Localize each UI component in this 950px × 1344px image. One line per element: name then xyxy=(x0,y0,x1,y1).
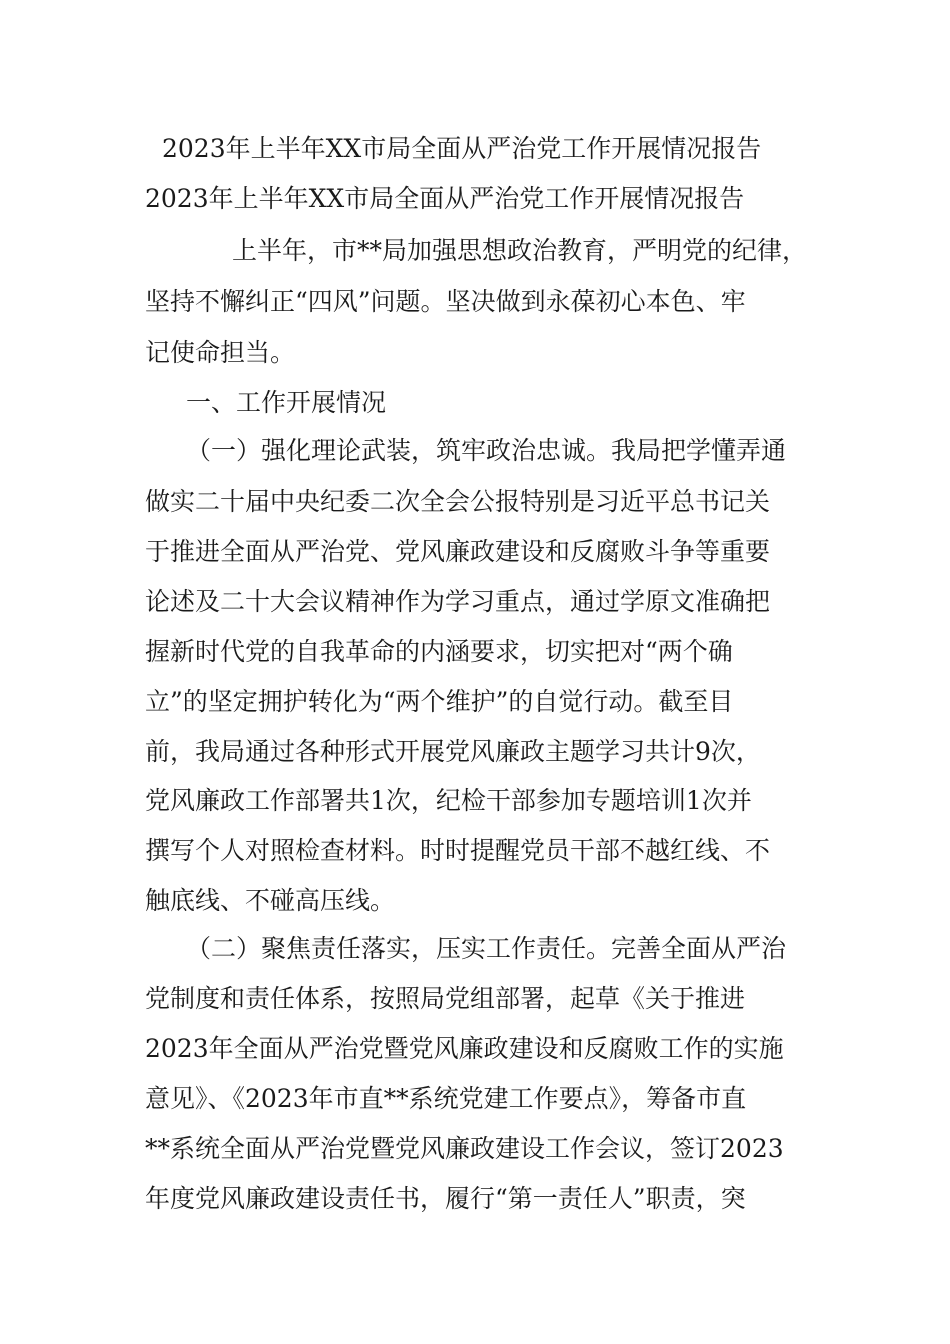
body-line: 握新时代党的自我革命的内涵要求，切实把对“两个确 xyxy=(145,637,733,666)
body-line: （二）聚焦责任落实，压实工作责任。完善全面从严治 xyxy=(186,934,787,963)
body-line: 于推进全面从严治党、党风廉政建设和反腐败斗争等重要 xyxy=(145,537,771,566)
body-line: 上半年，市**局加强思想政治教育，严明党的纪律， xyxy=(232,236,808,265)
body-line: 坚持不懈纠正“四风”问题。坚决做到永葆初心本色、牢 xyxy=(145,287,746,316)
body-line: 意见》、《2023年市直**系统党建工作要点》，筹备市直 xyxy=(145,1084,747,1113)
body-line: **系统全面从严治党暨党风廉政建设工作会议，签订2023 xyxy=(145,1134,784,1163)
body-line: 做实二十届中央纪委二次全会公报特别是习近平总书记关 xyxy=(145,487,771,516)
body-line: 前，我局通过各种形式开展党风廉政主题学习共计9次， xyxy=(145,737,761,766)
section-heading: 一、工作开展情况 xyxy=(186,388,387,417)
body-line: （一）强化理论武装，筑牢政治忠诚。我局把学懂弄通 xyxy=(186,436,787,465)
body-line: 年度党风廉政建设责任书，履行“第一责任人”职责，突 xyxy=(145,1184,746,1213)
body-line: 记使命担当。 xyxy=(145,338,296,367)
body-line: 触底线、不碰高压线。 xyxy=(145,886,396,915)
body-line: 党制度和责任体系，按照局党组部署，起草《关于推进 xyxy=(145,984,746,1013)
body-line: 论述及二十大会议精神作为学习重点，通过学原文准确把 xyxy=(145,587,771,616)
body-line: 撰写个人对照检查材料。时时提醒党员干部不越红线、不 xyxy=(145,836,771,865)
document-title-repeat: 2023年上半年XX市局全面从严治党工作开展情况报告 xyxy=(145,184,745,213)
document-title: 2023年上半年XX市局全面从严治党工作开展情况报告 xyxy=(162,134,762,163)
body-line: 党风廉政工作部署共1次，纪检干部参加专题培训1次并 xyxy=(145,786,752,815)
body-line: 立”的坚定拥护转化为“两个维护”的自觉行动。截至目 xyxy=(145,687,734,716)
body-line: 2023年全面从严治党暨党风廉政建设和反腐败工作的实施 xyxy=(145,1034,784,1063)
